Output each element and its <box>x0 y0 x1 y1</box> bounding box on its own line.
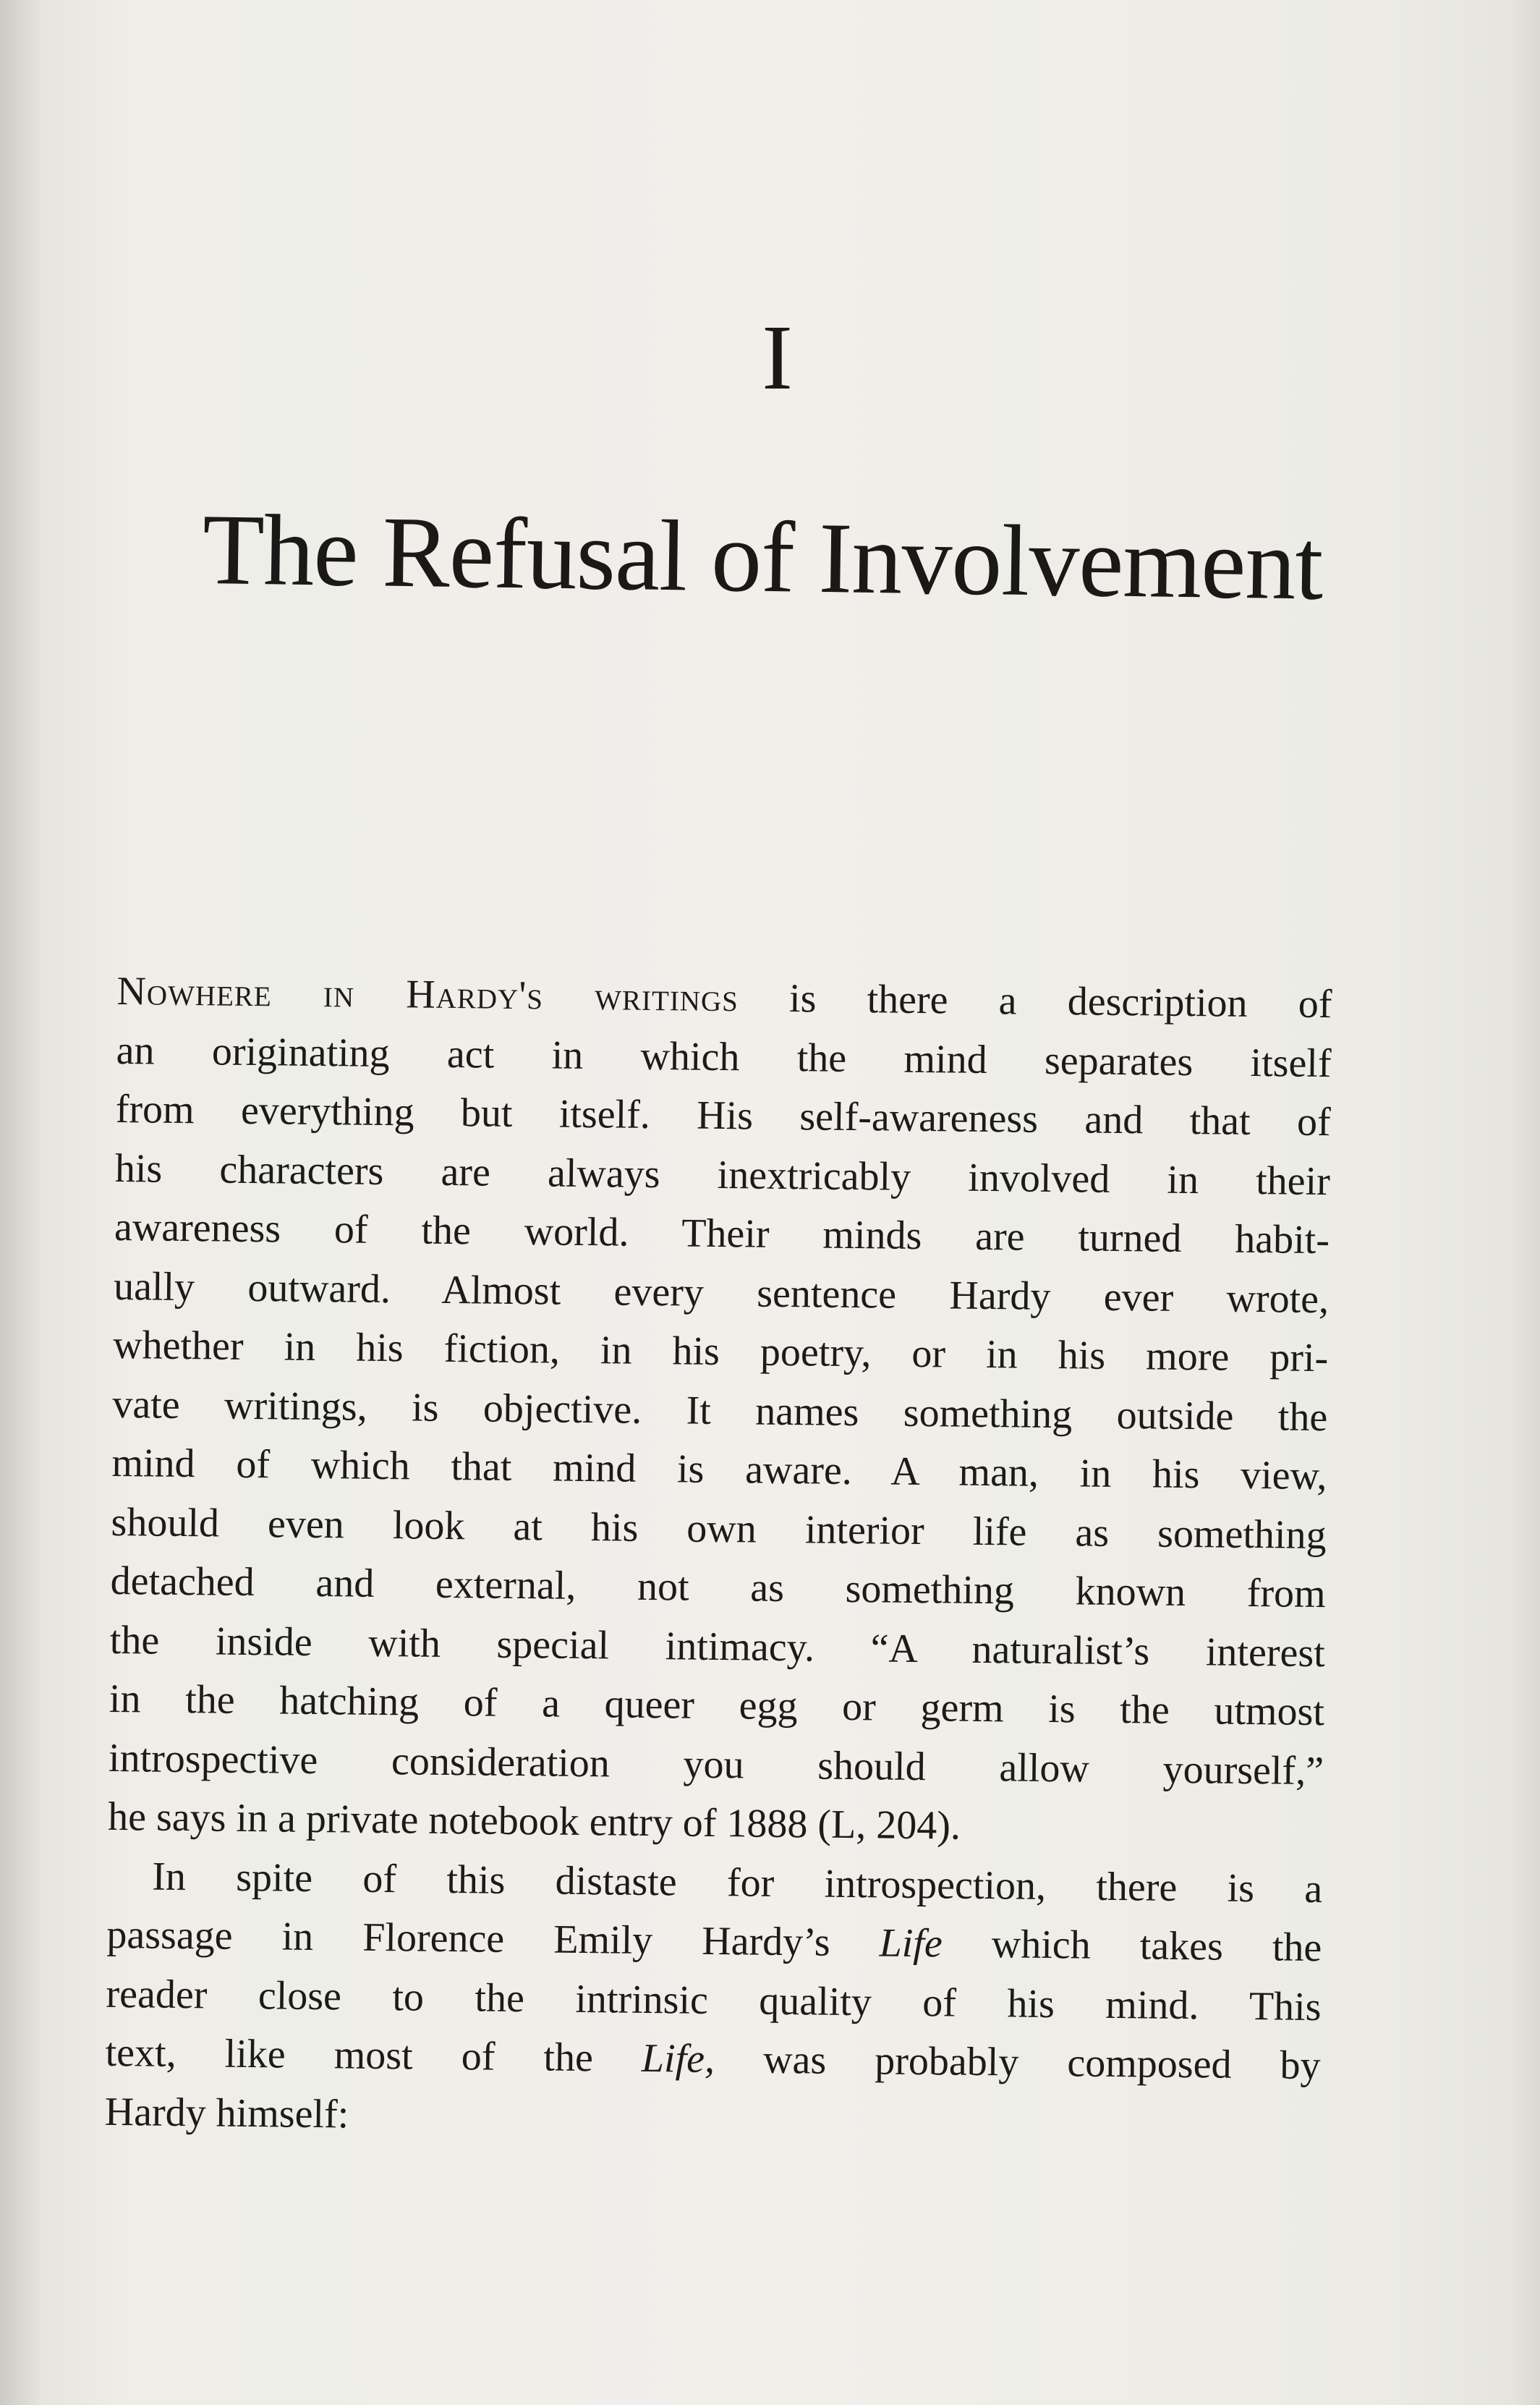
text-line: mind of which that mind is aware. A man, in his view, <box>111 1440 1327 1499</box>
text-line: whether in his fiction, in his poetry, or in his more pri- <box>112 1322 1329 1381</box>
text-line: In spite of this distaste for introspection, there is a <box>151 1854 1323 1912</box>
text-line: detached and external, not as something known from <box>110 1558 1326 1617</box>
text-line: vate writings, is objective. It names something outside the <box>112 1381 1328 1440</box>
text-line: from everything but itself. His self-awareness and that of <box>115 1086 1332 1145</box>
text-line: his characters are always inextricably involved in their <box>114 1145 1331 1204</box>
text-span: is there a description of <box>738 975 1332 1027</box>
italic-title: Life, <box>641 2035 715 2082</box>
text-line: he says in a private notebook entry of 1888 (L, 204). <box>107 1794 961 1849</box>
text-line: introspective consideration you should allow yourself,” <box>108 1735 1324 1794</box>
text-line: awareness of the world. Their minds are turned habit- <box>114 1204 1330 1263</box>
text-span: was probably composed by <box>714 2037 1321 2089</box>
small-caps-lead: Nowhere in Hardy's writings <box>116 968 739 1021</box>
text-span: text, like most of the <box>105 2029 642 2081</box>
italic-title: Life <box>879 1920 943 1967</box>
text-line: ually outward. Almost every sentence Hardy ever wrote, <box>113 1263 1330 1322</box>
text-line: should even look at his own interior life as something <box>111 1499 1327 1558</box>
text-line: Hardy himself: <box>104 2089 349 2137</box>
chapter-body <box>104 962 1332 2155</box>
text-span: which takes the <box>942 1921 1322 1971</box>
text-line: in the hatching of a queer egg or germ is the utmost <box>109 1676 1325 1735</box>
text-line: an originating act in which the mind separates itself <box>116 1027 1332 1086</box>
text-line: the inside with special intimacy. “A naturalist’s interest <box>109 1617 1326 1676</box>
text-span: passage in Florence Emily Hardy’s <box>106 1912 880 1966</box>
text-line: reader close to the intrinsic quality of his mind. This <box>106 1971 1322 2029</box>
chapter-title: The Refusal of Involvement <box>201 493 1324 622</box>
chapter-number: I <box>762 306 793 409</box>
